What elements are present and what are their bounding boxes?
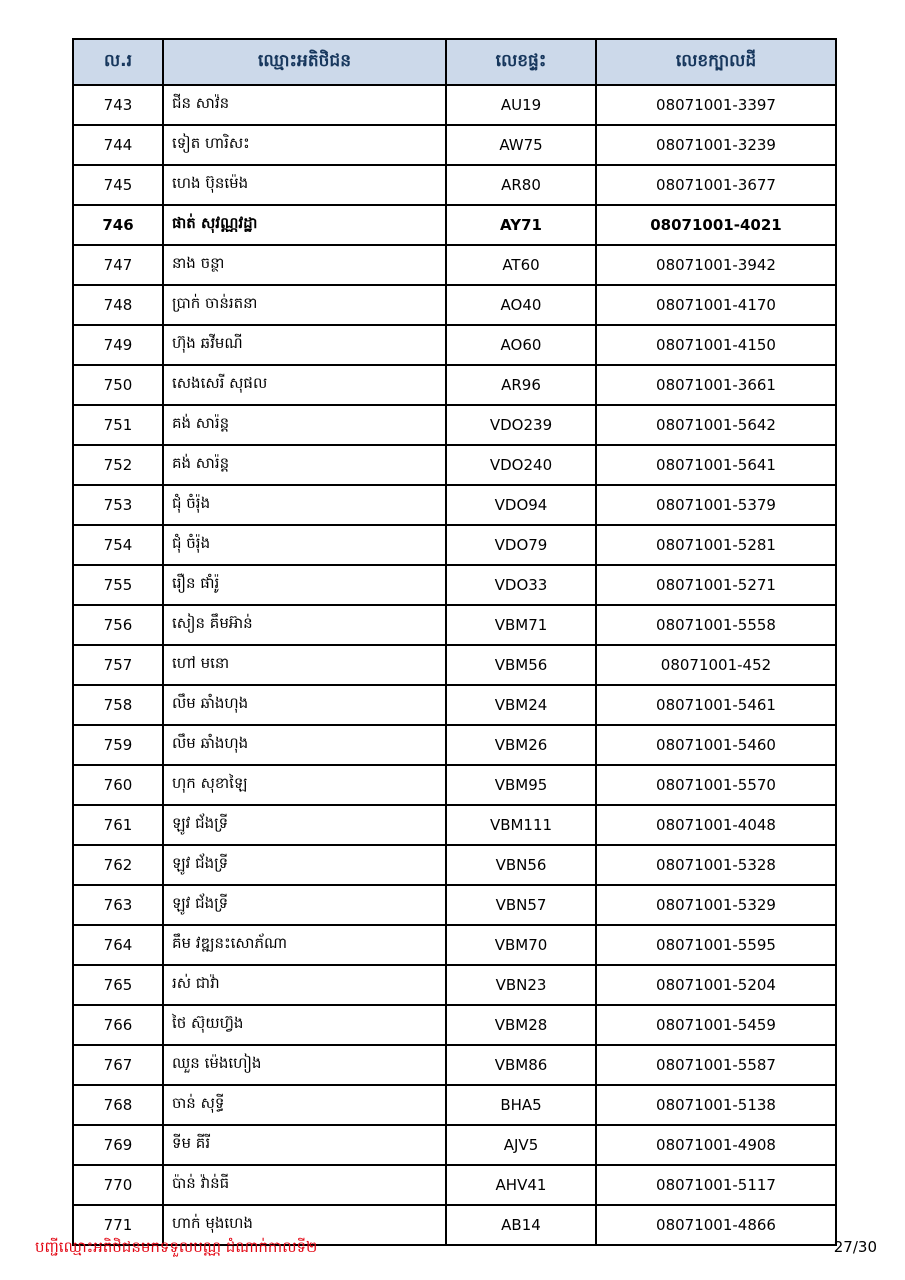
cell-customer-name: ឈួន ម៉េងហៀង bbox=[163, 1045, 446, 1085]
cell-land-parcel: 08071001-4866 bbox=[596, 1205, 836, 1245]
cell-house-number: VDO94 bbox=[446, 485, 596, 525]
cell-land-parcel: 08071001-5379 bbox=[596, 485, 836, 525]
table-body bbox=[73, 85, 836, 1245]
cell-land-parcel: 08071001-5642 bbox=[596, 405, 836, 445]
cell-house-number: VBN56 bbox=[446, 845, 596, 885]
cell-customer-name: លឹម ឆាំងហុង bbox=[163, 685, 446, 725]
cell-house-number: AR80 bbox=[446, 165, 596, 205]
table-header-row bbox=[73, 39, 836, 85]
header-land-parcel: លេខក្បាលដី bbox=[596, 39, 836, 85]
cell-number: 766 bbox=[73, 1005, 163, 1045]
cell-house-number: VBM95 bbox=[446, 765, 596, 805]
cell-number: 754 bbox=[73, 525, 163, 565]
cell-house-number: VDO33 bbox=[446, 565, 596, 605]
table-row bbox=[73, 405, 836, 445]
cell-customer-name: ហេង ប៊ុនម៉េង bbox=[163, 165, 446, 205]
cell-house-number: AT60 bbox=[446, 245, 596, 285]
table-row bbox=[73, 125, 836, 165]
cell-number: 760 bbox=[73, 765, 163, 805]
table-row bbox=[73, 1005, 836, 1045]
table-row bbox=[73, 805, 836, 845]
cell-number: 757 bbox=[73, 645, 163, 685]
cell-land-parcel: 08071001-3677 bbox=[596, 165, 836, 205]
cell-customer-name: សៀន គឹមអ៊ាន់ bbox=[163, 605, 446, 645]
cell-house-number: AY71 bbox=[446, 205, 596, 245]
table-row bbox=[73, 925, 836, 965]
cell-customer-name: ឡូវ ជ័ងទ្រី bbox=[163, 805, 446, 845]
cell-customer-name: រស់ ជាវ៉ា bbox=[163, 965, 446, 1005]
cell-land-parcel: 08071001-5587 bbox=[596, 1045, 836, 1085]
cell-number: 762 bbox=[73, 845, 163, 885]
table-row bbox=[73, 965, 836, 1005]
table-row bbox=[73, 1125, 836, 1165]
footer-note: បញ្ជីឈ្មោះអតិថិជនមកទទួលបណ្ណ ដំណាក់កាលទី២ bbox=[35, 1238, 318, 1256]
table-row bbox=[73, 605, 836, 645]
cell-house-number: AU19 bbox=[446, 85, 596, 125]
cell-land-parcel: 08071001-4021 bbox=[596, 205, 836, 245]
cell-land-parcel: 08071001-5459 bbox=[596, 1005, 836, 1045]
cell-house-number: VBM24 bbox=[446, 685, 596, 725]
cell-house-number: VBM26 bbox=[446, 725, 596, 765]
cell-land-parcel: 08071001-4908 bbox=[596, 1125, 836, 1165]
cell-number: 767 bbox=[73, 1045, 163, 1085]
cell-number: 759 bbox=[73, 725, 163, 765]
cell-land-parcel: 08071001-4048 bbox=[596, 805, 836, 845]
cell-number: 763 bbox=[73, 885, 163, 925]
cell-number: 752 bbox=[73, 445, 163, 485]
table-row bbox=[73, 85, 836, 125]
table-row bbox=[73, 1165, 836, 1205]
cell-customer-name: គង់ សារ៉ន្ត bbox=[163, 445, 446, 485]
cell-house-number: VBN23 bbox=[446, 965, 596, 1005]
cell-number: 750 bbox=[73, 365, 163, 405]
cell-house-number: AR96 bbox=[446, 365, 596, 405]
cell-land-parcel: 08071001-3942 bbox=[596, 245, 836, 285]
cell-house-number: VDO79 bbox=[446, 525, 596, 565]
cell-land-parcel: 08071001-5117 bbox=[596, 1165, 836, 1205]
cell-number: 770 bbox=[73, 1165, 163, 1205]
cell-land-parcel: 08071001-5281 bbox=[596, 525, 836, 565]
cell-customer-name: សេងសេរី សុផល bbox=[163, 365, 446, 405]
cell-land-parcel: 08071001-5271 bbox=[596, 565, 836, 605]
cell-house-number: AO60 bbox=[446, 325, 596, 365]
cell-customer-name: ហាក់ មុងហេង bbox=[163, 1205, 446, 1245]
cell-house-number: AO40 bbox=[446, 285, 596, 325]
cell-house-number: VDO239 bbox=[446, 405, 596, 445]
table-row bbox=[73, 165, 836, 205]
table-row bbox=[73, 285, 836, 325]
cell-land-parcel: 08071001-4150 bbox=[596, 325, 836, 365]
table-row bbox=[73, 845, 836, 885]
cell-land-parcel: 08071001-5558 bbox=[596, 605, 836, 645]
cell-customer-name: នាង ចន្ថា bbox=[163, 245, 446, 285]
cell-house-number: VBM70 bbox=[446, 925, 596, 965]
cell-land-parcel: 08071001-5328 bbox=[596, 845, 836, 885]
cell-land-parcel: 08071001-5595 bbox=[596, 925, 836, 965]
cell-land-parcel: 08071001-5570 bbox=[596, 765, 836, 805]
table-row bbox=[73, 485, 836, 525]
table-row bbox=[73, 445, 836, 485]
cell-house-number: VBM71 bbox=[446, 605, 596, 645]
cell-number: 764 bbox=[73, 925, 163, 965]
table-row bbox=[73, 685, 836, 725]
cell-customer-name: ជីន សាវ៉ន bbox=[163, 85, 446, 125]
cell-number: 761 bbox=[73, 805, 163, 845]
cell-number: 743 bbox=[73, 85, 163, 125]
page-footer bbox=[0, 1238, 905, 1268]
cell-number: 758 bbox=[73, 685, 163, 725]
cell-customer-name: ហៅ មនោ bbox=[163, 645, 446, 685]
cell-customer-name: ឡូវ ជ័ងទ្រី bbox=[163, 885, 446, 925]
cell-customer-name: ថៃ ស៊ុយហ្វ៊ង bbox=[163, 1005, 446, 1045]
cell-house-number: VBM111 bbox=[446, 805, 596, 845]
cell-land-parcel: 08071001-3661 bbox=[596, 365, 836, 405]
cell-house-number: AHV41 bbox=[446, 1165, 596, 1205]
cell-house-number: AJV5 bbox=[446, 1125, 596, 1165]
cell-customer-name: គង់ សារ៉ន្ត bbox=[163, 405, 446, 445]
cell-land-parcel: 08071001-5460 bbox=[596, 725, 836, 765]
table-row bbox=[73, 725, 836, 765]
cell-house-number: VBN57 bbox=[446, 885, 596, 925]
cell-number: 747 bbox=[73, 245, 163, 285]
cell-customer-name: ហ៊ុង ឆវីមណី bbox=[163, 325, 446, 365]
cell-customer-name: គឹម វឌ្ឍនះសោភ័ណា bbox=[163, 925, 446, 965]
cell-number: 751 bbox=[73, 405, 163, 445]
cell-number: 755 bbox=[73, 565, 163, 605]
cell-customer-name: ហុក សុខាឡៃ bbox=[163, 765, 446, 805]
cell-number: 746 bbox=[73, 205, 163, 245]
cell-number: 748 bbox=[73, 285, 163, 325]
cell-land-parcel: 08071001-5641 bbox=[596, 445, 836, 485]
header-house-number: លេខផ្ទះ bbox=[446, 39, 596, 85]
table-row bbox=[73, 1045, 836, 1085]
cell-customer-name: រឿន ផាំរ៉ូ bbox=[163, 565, 446, 605]
table-row bbox=[73, 765, 836, 805]
cell-number: 769 bbox=[73, 1125, 163, 1165]
cell-number: 744 bbox=[73, 125, 163, 165]
table-row bbox=[73, 565, 836, 605]
cell-customer-name: ប្រាក់ ចាន់រតនា bbox=[163, 285, 446, 325]
cell-house-number: VBM28 bbox=[446, 1005, 596, 1045]
cell-house-number: AW75 bbox=[446, 125, 596, 165]
cell-house-number: VDO240 bbox=[446, 445, 596, 485]
cell-house-number: BHA5 bbox=[446, 1085, 596, 1125]
cell-customer-name: ជុំ ចំរ៉ុង bbox=[163, 485, 446, 525]
cell-land-parcel: 08071001-5329 bbox=[596, 885, 836, 925]
cell-customer-name: ផាត់ សុវណ្ណវដ្ឋា bbox=[163, 205, 446, 245]
cell-customer-name: ឡូវ ជ័ងទ្រី bbox=[163, 845, 446, 885]
cell-number: 756 bbox=[73, 605, 163, 645]
cell-customer-name: ជុំ ចំរ៉ុង bbox=[163, 525, 446, 565]
cell-number: 765 bbox=[73, 965, 163, 1005]
cell-land-parcel: 08071001-3239 bbox=[596, 125, 836, 165]
cell-land-parcel: 08071001-452 bbox=[596, 645, 836, 685]
table-row bbox=[73, 205, 836, 245]
cell-house-number: VBM86 bbox=[446, 1045, 596, 1085]
table-row bbox=[73, 885, 836, 925]
table-row bbox=[73, 245, 836, 285]
cell-customer-name: ទីម គីរី bbox=[163, 1125, 446, 1165]
cell-customer-name: ចាន់ សុទ្ធី bbox=[163, 1085, 446, 1125]
cell-number: 771 bbox=[73, 1205, 163, 1245]
cell-customer-name: ទៀត ហារិសះ bbox=[163, 125, 446, 165]
table-row bbox=[73, 645, 836, 685]
header-number: ល.រ bbox=[73, 39, 163, 85]
cell-number: 768 bbox=[73, 1085, 163, 1125]
cell-land-parcel: 08071001-5138 bbox=[596, 1085, 836, 1125]
cell-land-parcel: 08071001-3397 bbox=[596, 85, 836, 125]
table-row bbox=[73, 325, 836, 365]
header-customer-name: ឈ្មោះអតិថិជន bbox=[163, 39, 446, 85]
cell-number: 753 bbox=[73, 485, 163, 525]
cell-house-number: VBM56 bbox=[446, 645, 596, 685]
cell-house-number: AB14 bbox=[446, 1205, 596, 1245]
cell-number: 749 bbox=[73, 325, 163, 365]
customer-table bbox=[72, 38, 837, 1246]
table-row bbox=[73, 1085, 836, 1125]
cell-land-parcel: 08071001-5204 bbox=[596, 965, 836, 1005]
cell-number: 745 bbox=[73, 165, 163, 205]
cell-customer-name: លឹម ឆាំងហុង bbox=[163, 725, 446, 765]
table-row bbox=[73, 525, 836, 565]
table-row bbox=[73, 365, 836, 405]
cell-customer-name: ប៉ាន់ វ៉ាន់ធី bbox=[163, 1165, 446, 1205]
cell-land-parcel: 08071001-5461 bbox=[596, 685, 836, 725]
cell-land-parcel: 08071001-4170 bbox=[596, 285, 836, 325]
page-number: 27/30 bbox=[833, 1238, 877, 1256]
